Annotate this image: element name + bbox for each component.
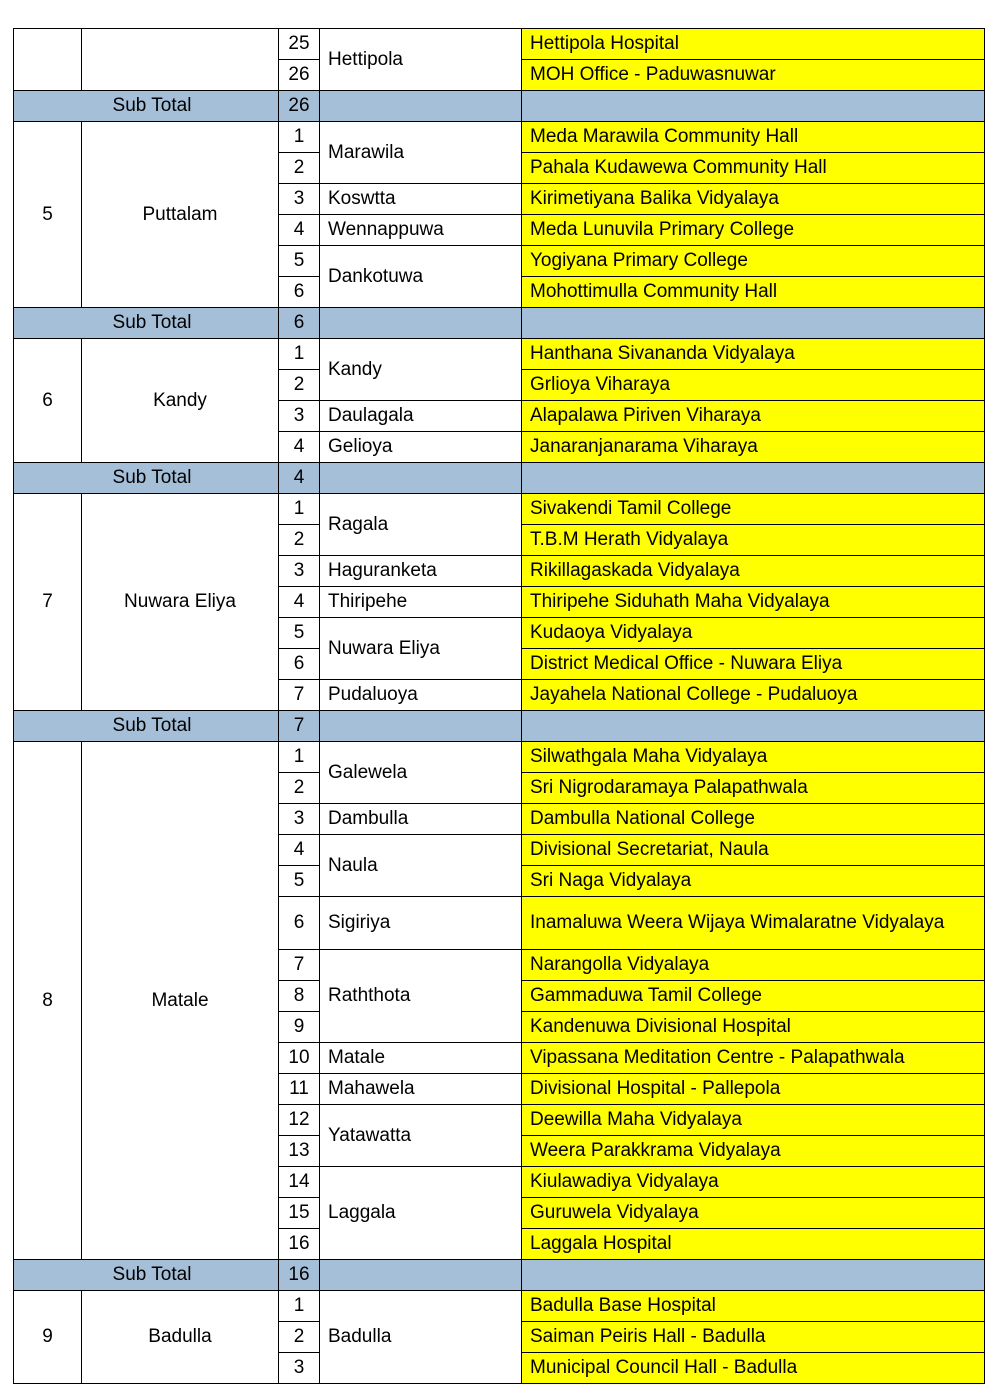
division-name: Raththota: [320, 950, 522, 1043]
division-name: Galewela: [320, 742, 522, 804]
center-number: 2: [279, 525, 320, 556]
subtotal-label: Sub Total: [14, 308, 279, 339]
center-number: 5: [279, 246, 320, 277]
division-name: Koswtta: [320, 184, 522, 215]
division-name: Matale: [320, 1043, 522, 1074]
division-name: Dankotuwa: [320, 246, 522, 308]
center-name: Rikillagaskada Vidyalaya: [522, 556, 985, 587]
table-row: [14, 122, 985, 153]
division-name: Pudaluoya: [320, 680, 522, 711]
subtotal-row: [14, 463, 985, 494]
center-name: Yogiyana Primary College: [522, 246, 985, 277]
center-name: Saiman Peiris Hall - Badulla: [522, 1322, 985, 1353]
center-number: 5: [279, 618, 320, 649]
center-name: Divisional Hospital - Pallepola: [522, 1074, 985, 1105]
center-name: T.B.M Herath Vidyalaya: [522, 525, 985, 556]
center-name: Alapalawa Piriven Viharaya: [522, 401, 985, 432]
division-name: Dambulla: [320, 804, 522, 835]
center-number: 2: [279, 370, 320, 401]
district-name: Kandy: [82, 339, 279, 463]
division-name: Thiripehe: [320, 587, 522, 618]
center-name: Sivakendi Tamil College: [522, 494, 985, 525]
subtotal-label: Sub Total: [14, 463, 279, 494]
table-row: [14, 339, 985, 370]
division-name: Sigiriya: [320, 897, 522, 950]
subtotal-empty-cell: [522, 463, 985, 494]
division-name: Gelioya: [320, 432, 522, 463]
center-number: 4: [279, 432, 320, 463]
subtotal-empty-cell: [320, 1260, 522, 1291]
center-name: Janaranjanarama Viharaya: [522, 432, 985, 463]
district-number: 7: [14, 494, 82, 711]
center-name: Kandenuwa Divisional Hospital: [522, 1012, 985, 1043]
subtotal-empty-cell: [522, 1260, 985, 1291]
district-number: 5: [14, 122, 82, 308]
center-number: 13: [279, 1136, 320, 1167]
subtotal-count: 4: [279, 463, 320, 494]
center-name: Kudaoya Vidyalaya: [522, 618, 985, 649]
center-number: 15: [279, 1198, 320, 1229]
center-name: Hanthana Sivananda Vidyalaya: [522, 339, 985, 370]
table-row: [14, 1291, 985, 1322]
center-number: 3: [279, 401, 320, 432]
center-name: Sri Naga Vidyalaya: [522, 866, 985, 897]
division-name: Hettipola: [320, 29, 522, 91]
subtotal-empty-cell: [522, 308, 985, 339]
center-name: Dambulla National College: [522, 804, 985, 835]
center-name: Jayahela National College - Pudaluoya: [522, 680, 985, 711]
center-name: Hettipola Hospital: [522, 29, 985, 60]
table-body: [14, 29, 985, 1384]
subtotal-empty-cell: [320, 91, 522, 122]
center-number: 1: [279, 1291, 320, 1322]
subtotal-count: 26: [279, 91, 320, 122]
center-number: 1: [279, 494, 320, 525]
center-number: 3: [279, 556, 320, 587]
center-name: Guruwela Vidyalaya: [522, 1198, 985, 1229]
center-number: 4: [279, 835, 320, 866]
center-name: Municipal Council Hall - Badulla: [522, 1353, 985, 1384]
center-number: 6: [279, 649, 320, 680]
center-name: Vipassana Meditation Centre - Palapathwala: [522, 1043, 985, 1074]
center-number: 1: [279, 742, 320, 773]
subtotal-count: 6: [279, 308, 320, 339]
division-name: Haguranketa: [320, 556, 522, 587]
center-name: Laggala Hospital: [522, 1229, 985, 1260]
division-name: Wennappuwa: [320, 215, 522, 246]
district-number: 8: [14, 742, 82, 1260]
center-number: 2: [279, 773, 320, 804]
subtotal-count: 16: [279, 1260, 320, 1291]
center-number: 11: [279, 1074, 320, 1105]
subtotal-row: [14, 1260, 985, 1291]
table-row: [14, 29, 985, 60]
center-number: 3: [279, 1353, 320, 1384]
center-number: 9: [279, 1012, 320, 1043]
center-number: 7: [279, 950, 320, 981]
subtotal-empty-cell: [320, 711, 522, 742]
center-name: Meda Lunuvila Primary College: [522, 215, 985, 246]
table-row: [14, 742, 985, 773]
center-number: 14: [279, 1167, 320, 1198]
division-name: Yatawatta: [320, 1105, 522, 1167]
center-name: Sri Nigrodaramaya Palapathwala: [522, 773, 985, 804]
subtotal-count: 7: [279, 711, 320, 742]
center-number: 8: [279, 981, 320, 1012]
division-name: Ragala: [320, 494, 522, 556]
center-name: MOH Office - Paduwasnuwar: [522, 60, 985, 91]
center-number: 6: [279, 897, 320, 950]
center-number: 4: [279, 215, 320, 246]
subtotal-label: Sub Total: [14, 711, 279, 742]
subtotal-empty-cell: [320, 463, 522, 494]
district-number: [14, 29, 82, 91]
quarantine-centers-table: [13, 28, 985, 1384]
center-number: 3: [279, 184, 320, 215]
center-number: 2: [279, 153, 320, 184]
center-name: Pahala Kudawewa Community Hall: [522, 153, 985, 184]
division-name: Naula: [320, 835, 522, 897]
center-number: 1: [279, 122, 320, 153]
center-number: 5: [279, 866, 320, 897]
subtotal-empty-cell: [320, 308, 522, 339]
subtotal-row: [14, 91, 985, 122]
center-name: Weera Parakkrama Vidyalaya: [522, 1136, 985, 1167]
division-name: Laggala: [320, 1167, 522, 1260]
center-name: Mohottimulla Community Hall: [522, 277, 985, 308]
center-name: Badulla Base Hospital: [522, 1291, 985, 1322]
center-number: 16: [279, 1229, 320, 1260]
district-name: Matale: [82, 742, 279, 1260]
district-number: 6: [14, 339, 82, 463]
table-row: [14, 494, 985, 525]
division-name: Badulla: [320, 1291, 522, 1384]
center-number: 2: [279, 1322, 320, 1353]
district-name: [82, 29, 279, 91]
subtotal-empty-cell: [522, 711, 985, 742]
center-number: 7: [279, 680, 320, 711]
division-name: Kandy: [320, 339, 522, 401]
division-name: Marawila: [320, 122, 522, 184]
center-name: Deewilla Maha Vidyalaya: [522, 1105, 985, 1136]
center-name: Meda Marawila Community Hall: [522, 122, 985, 153]
center-number: 4: [279, 587, 320, 618]
district-name: Badulla: [82, 1291, 279, 1384]
division-name: Mahawela: [320, 1074, 522, 1105]
center-number: 12: [279, 1105, 320, 1136]
subtotal-row: [14, 308, 985, 339]
subtotal-label: Sub Total: [14, 1260, 279, 1291]
center-name: Kiulawadiya Vidyalaya: [522, 1167, 985, 1198]
center-name: Thiripehe Siduhath Maha Vidyalaya: [522, 587, 985, 618]
center-number: 3: [279, 804, 320, 835]
center-name: District Medical Office - Nuwara Eliya: [522, 649, 985, 680]
center-number: 26: [279, 60, 320, 91]
subtotal-row: [14, 711, 985, 742]
center-name: Narangolla Vidyalaya: [522, 950, 985, 981]
division-name: Nuwara Eliya: [320, 618, 522, 680]
center-number: 1: [279, 339, 320, 370]
district-name: Nuwara Eliya: [82, 494, 279, 711]
district-name: Puttalam: [82, 122, 279, 308]
district-number: 9: [14, 1291, 82, 1384]
center-name: Gammaduwa Tamil College: [522, 981, 985, 1012]
center-name: Inamaluwa Weera Wijaya Wimalaratne Vidyalaya: [522, 897, 985, 950]
center-number: 25: [279, 29, 320, 60]
center-name: Divisional Secretariat, Naula: [522, 835, 985, 866]
center-name: Kirimetiyana Balika Vidyalaya: [522, 184, 985, 215]
subtotal-empty-cell: [522, 91, 985, 122]
center-name: Grlioya Viharaya: [522, 370, 985, 401]
division-name: Daulagala: [320, 401, 522, 432]
center-number: 10: [279, 1043, 320, 1074]
subtotal-label: Sub Total: [14, 91, 279, 122]
center-name: Silwathgala Maha Vidyalaya: [522, 742, 985, 773]
center-number: 6: [279, 277, 320, 308]
